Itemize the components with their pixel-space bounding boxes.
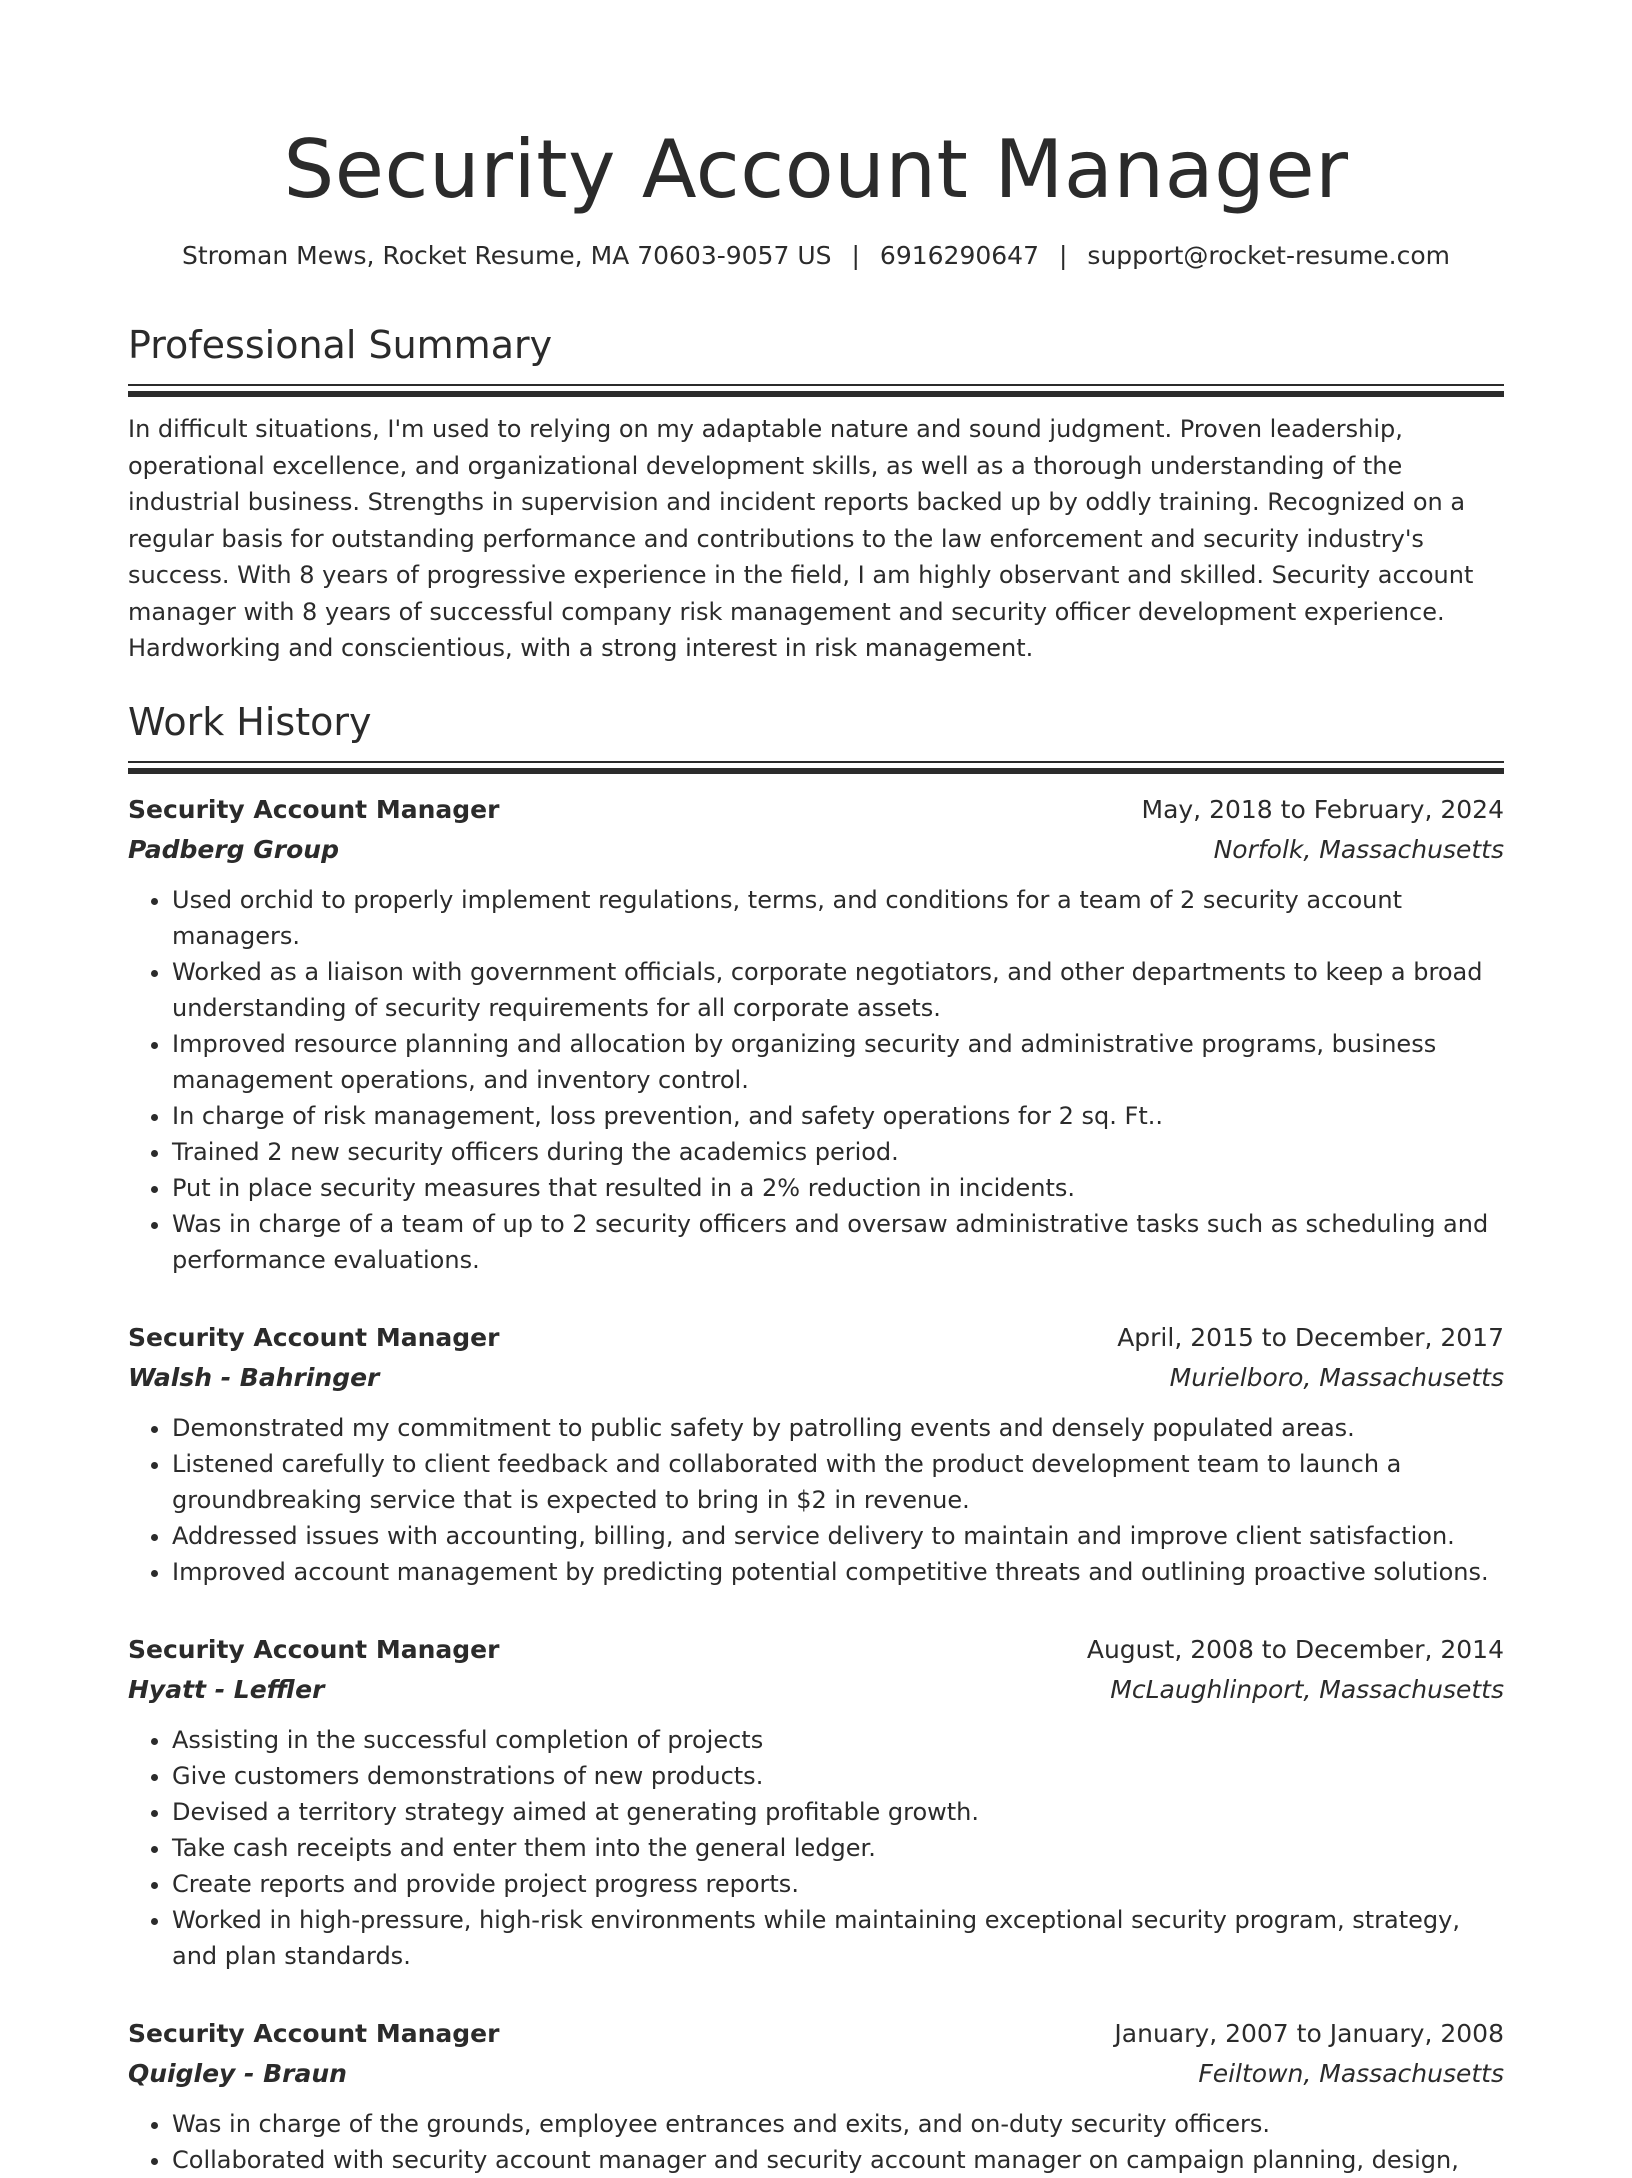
job-bullet: • Give customers demonstrations of new products. — [172, 1758, 1504, 1794]
contact-email: support@rocket-resume.com — [1087, 241, 1451, 270]
job-location: Feiltown, Massachusetts — [1198, 2058, 1504, 2088]
contact-phone: 6916290647 — [879, 241, 1039, 270]
job-bullet: • Improved resource planning and allocation by organizing security and administrative programs, business management operations, and inventory control. — [172, 1026, 1504, 1098]
job-bullet: • Was in charge of the grounds, employee entrances and exits, and on-duty security officers. — [172, 2106, 1504, 2142]
job-bullet: • Assisting in the successful completion of projects — [172, 1722, 1504, 1758]
job-bullet: • Put in place security measures that resulted in a 2% reduction in incidents. — [172, 1170, 1504, 1206]
job-company: Walsh - Bahringer — [128, 1362, 380, 1392]
job-bullet-list — [128, 2106, 1504, 2178]
contact-separator: | — [851, 241, 860, 270]
job-entry — [128, 1318, 1504, 1590]
resume-page — [128, 0, 1504, 2178]
job-location: McLaughlinport, Massachusetts — [1110, 1674, 1504, 1704]
job-bullet: • Worked in high-pressure, high-risk environments while maintaining exceptional security program, strategy, and plan standards. — [172, 1902, 1504, 1974]
job-dates: August, 2008 to December, 2014 — [1086, 1634, 1504, 1664]
contact-line — [128, 238, 1504, 274]
job-location: Murielboro, Massachusetts — [1169, 1362, 1504, 1392]
job-bullet: • Collaborated with security account manager and security account manager on campaign planning, design, — [172, 2142, 1504, 2178]
job-entry — [128, 790, 1504, 1278]
work-history-section — [128, 697, 1504, 2178]
job-company: Hyatt - Leffler — [128, 1674, 325, 1704]
job-title: Security Account Manager — [128, 1322, 500, 1352]
job-bullet: • Trained 2 new security officers during the academics period. — [172, 1134, 1504, 1170]
job-dates: April, 2015 to December, 2017 — [1117, 1322, 1504, 1352]
job-bullet: • Take cash receipts and enter them into the general ledger. — [172, 1830, 1504, 1866]
job-bullet: • Used orchid to properly implement regulations, terms, and conditions for a team of 2 security account managers. — [172, 882, 1504, 954]
professional-summary-section — [128, 320, 1504, 667]
section-divider — [128, 761, 1504, 774]
job-company: Quigley - Braun — [128, 2058, 347, 2088]
job-dates: January, 2007 to January, 2008 — [1114, 2018, 1504, 2048]
job-dates: May, 2018 to February, 2024 — [1141, 794, 1504, 824]
job-bullet-list — [128, 1722, 1504, 1974]
section-heading: Professional Summary — [128, 323, 553, 367]
contact-address: Stroman Mews, Rocket Resume, MA 70603-9057 US — [181, 241, 832, 270]
job-bullet-list — [128, 882, 1504, 1278]
job-bullet: • Was in charge of a team of up to 2 security officers and oversaw administrative tasks such as scheduling and performance evaluations. — [172, 1206, 1504, 1278]
resume-title: Security Account Manager — [283, 123, 1349, 216]
job-bullet: • Improved account management by predicting potential competitive threats and outlining proactive solutions. — [172, 1554, 1504, 1590]
section-heading: Work History — [128, 699, 372, 744]
contact-separator: | — [1058, 241, 1068, 270]
job-bullet: • Demonstrated my commitment to public safety by patrolling events and densely populated areas. — [172, 1410, 1504, 1446]
job-bullet-list — [128, 1410, 1504, 1590]
job-company: Padberg Group — [128, 834, 339, 864]
job-bullet: • Addressed issues with accounting, billing, and service delivery to maintain and improve client satisfaction. — [172, 1518, 1504, 1554]
job-bullet: • Devised a territory strategy aimed at generating profitable growth. — [172, 1794, 1504, 1830]
job-bullet: • Create reports and provide project progress reports. — [172, 1866, 1504, 1902]
job-title: Security Account Manager — [128, 1634, 500, 1664]
job-location: Norfolk, Massachusetts — [1213, 834, 1504, 864]
job-bullet: • Worked as a liaison with government officials, corporate negotiators, and other departments to keep a broad understanding of security requirements for all corporate assets. — [172, 954, 1504, 1026]
section-divider — [128, 384, 1504, 397]
job-title: Security Account Manager — [128, 794, 500, 824]
job-entry — [128, 1630, 1504, 1974]
job-bullet: • In charge of risk management, loss prevention, and safety operations for 2 sq. Ft.. — [172, 1098, 1504, 1134]
job-entry — [128, 2014, 1504, 2178]
summary-text: In difficult situations, I'm used to relying on my adaptable nature and sound judgment. Proven leadership, operational excellence, and organizational development skills, as well as a thorough understanding of the industrial business. Strengths in supervision and incident reports backed up by oddly training. Recognized on a regular basis for outstanding performance and contributions to the law enforcement and security industry's success. With 8 years of progressive experience in the field, I am highly observant and skilled. Security account manager with 8 years of successful company risk management and security officer development experience. Hardworking and conscientious, with a strong interest in risk management. — [128, 415, 1474, 662]
job-bullet: • Listened carefully to client feedback and collaborated with the product development team to launch a groundbreaking service that is expected to bring in $2 in revenue. — [172, 1446, 1504, 1518]
job-title: Security Account Manager — [128, 2018, 500, 2048]
